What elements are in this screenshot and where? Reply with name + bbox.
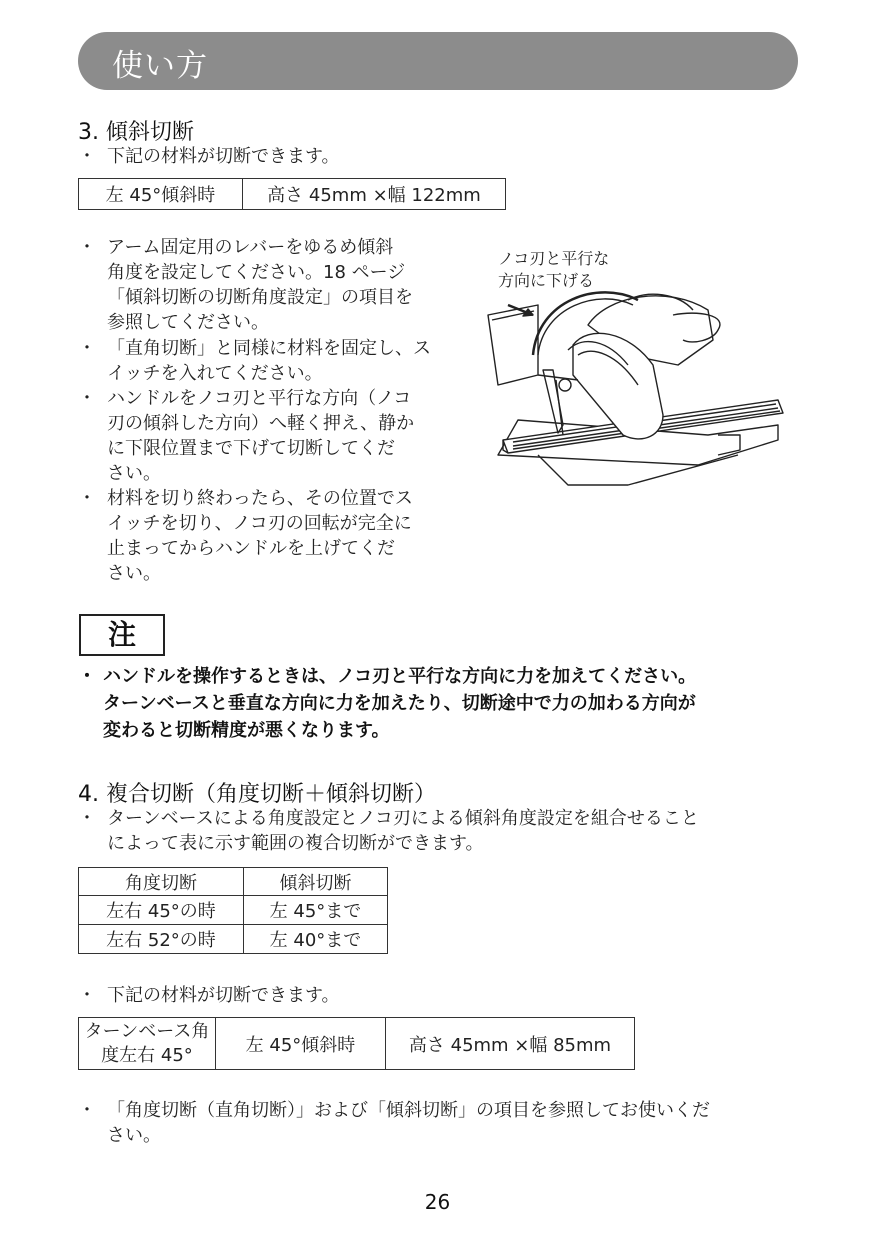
table-cell: 左右 45°の時 <box>79 896 244 925</box>
table-cell: 左 40°まで <box>244 925 388 954</box>
note-label-box: 注 <box>79 614 165 656</box>
section3-spec-table <box>78 178 506 210</box>
material-size: 高さ 45mm ×幅 85mm <box>386 1018 635 1070</box>
bullet-mark: ・ <box>78 985 96 1006</box>
table-cell: 左 45°まで <box>244 896 388 925</box>
bullet-mark: ・ <box>78 388 96 409</box>
section3-heading: 3. 傾斜切断 <box>78 120 194 145</box>
table-header: 傾斜切断 <box>244 868 388 896</box>
spec-value: 高さ 45mm ×幅 122mm <box>243 179 506 210</box>
note-text: ハンドルを操作するときは、ノコ刃と平行な方向に力を加えてください。 ターンベースと垂直な方向に力を加えたり、切断途中で力の加わる方向が 変わると切断精度が悪くなります。 <box>103 666 697 741</box>
section3-intro: 下記の材料が切断できます。 <box>107 146 340 167</box>
material-table <box>78 1017 635 1070</box>
section3-bullet-3: ハンドルをノコ刃と平行な方向（ノコ 刃の傾斜した方向）へ軽く押え、静か に下限位置まで下げて切断してくだ さい。 <box>107 388 415 484</box>
table-cell: 左右 52°の時 <box>79 925 244 954</box>
section3-bullet-4: 材料を切り終わったら、その位置でス イッチを切り、ノコ刃の回転が完全に 止まってからハンドルを上げてくだ さい。 <box>107 488 413 584</box>
bullet-mark: ・ <box>78 1100 96 1121</box>
bullet-mark: ・ <box>78 338 96 359</box>
header-bar <box>78 32 798 90</box>
section4-heading: 4. 複合切断（角度切断＋傾斜切断） <box>78 782 436 807</box>
bullet-mark: ・ <box>78 146 96 167</box>
bullet-mark: ・ <box>78 488 96 509</box>
section4-material-intro: 下記の材料が切断できます。 <box>107 985 340 1006</box>
bullet-mark: ・ <box>78 808 96 829</box>
section4-intro: ターンベースによる角度設定とノコ刃による傾斜角度設定を組合せること によって表に示す範囲の複合切断ができます。 <box>107 808 699 854</box>
material-bevel: 左 45°傾斜時 <box>216 1018 386 1070</box>
bullet-mark: ・ <box>78 237 96 258</box>
table-header: 角度切断 <box>79 868 244 896</box>
miter-saw-illustration <box>478 285 798 495</box>
section3-bullet-1: アーム固定用のレバーをゆるめ傾斜 角度を設定してください。18 ページ 「傾斜切断の切断角度設定」の項目を 参照してください。 <box>107 237 413 333</box>
spec-label: 左 45°傾斜時 <box>79 179 243 210</box>
section4-reference: 「角度切断（直角切断）」および「傾斜切断」の項目を参照してお使いくだ さい。 <box>107 1100 710 1146</box>
bullet-mark: ・ <box>78 666 96 687</box>
figure-caption: ノコ刃と平行な 方向に下げる <box>498 249 610 290</box>
section3-bullet-2: 「直角切断」と同様に材料を固定し、ス イッチを入れてください。 <box>107 338 431 384</box>
material-turnbase: ターンベース角 度左右 45° <box>79 1018 216 1070</box>
angle-table <box>78 867 388 954</box>
page-number: 26 <box>424 1190 451 1214</box>
page-title: 使い方 <box>112 48 208 84</box>
